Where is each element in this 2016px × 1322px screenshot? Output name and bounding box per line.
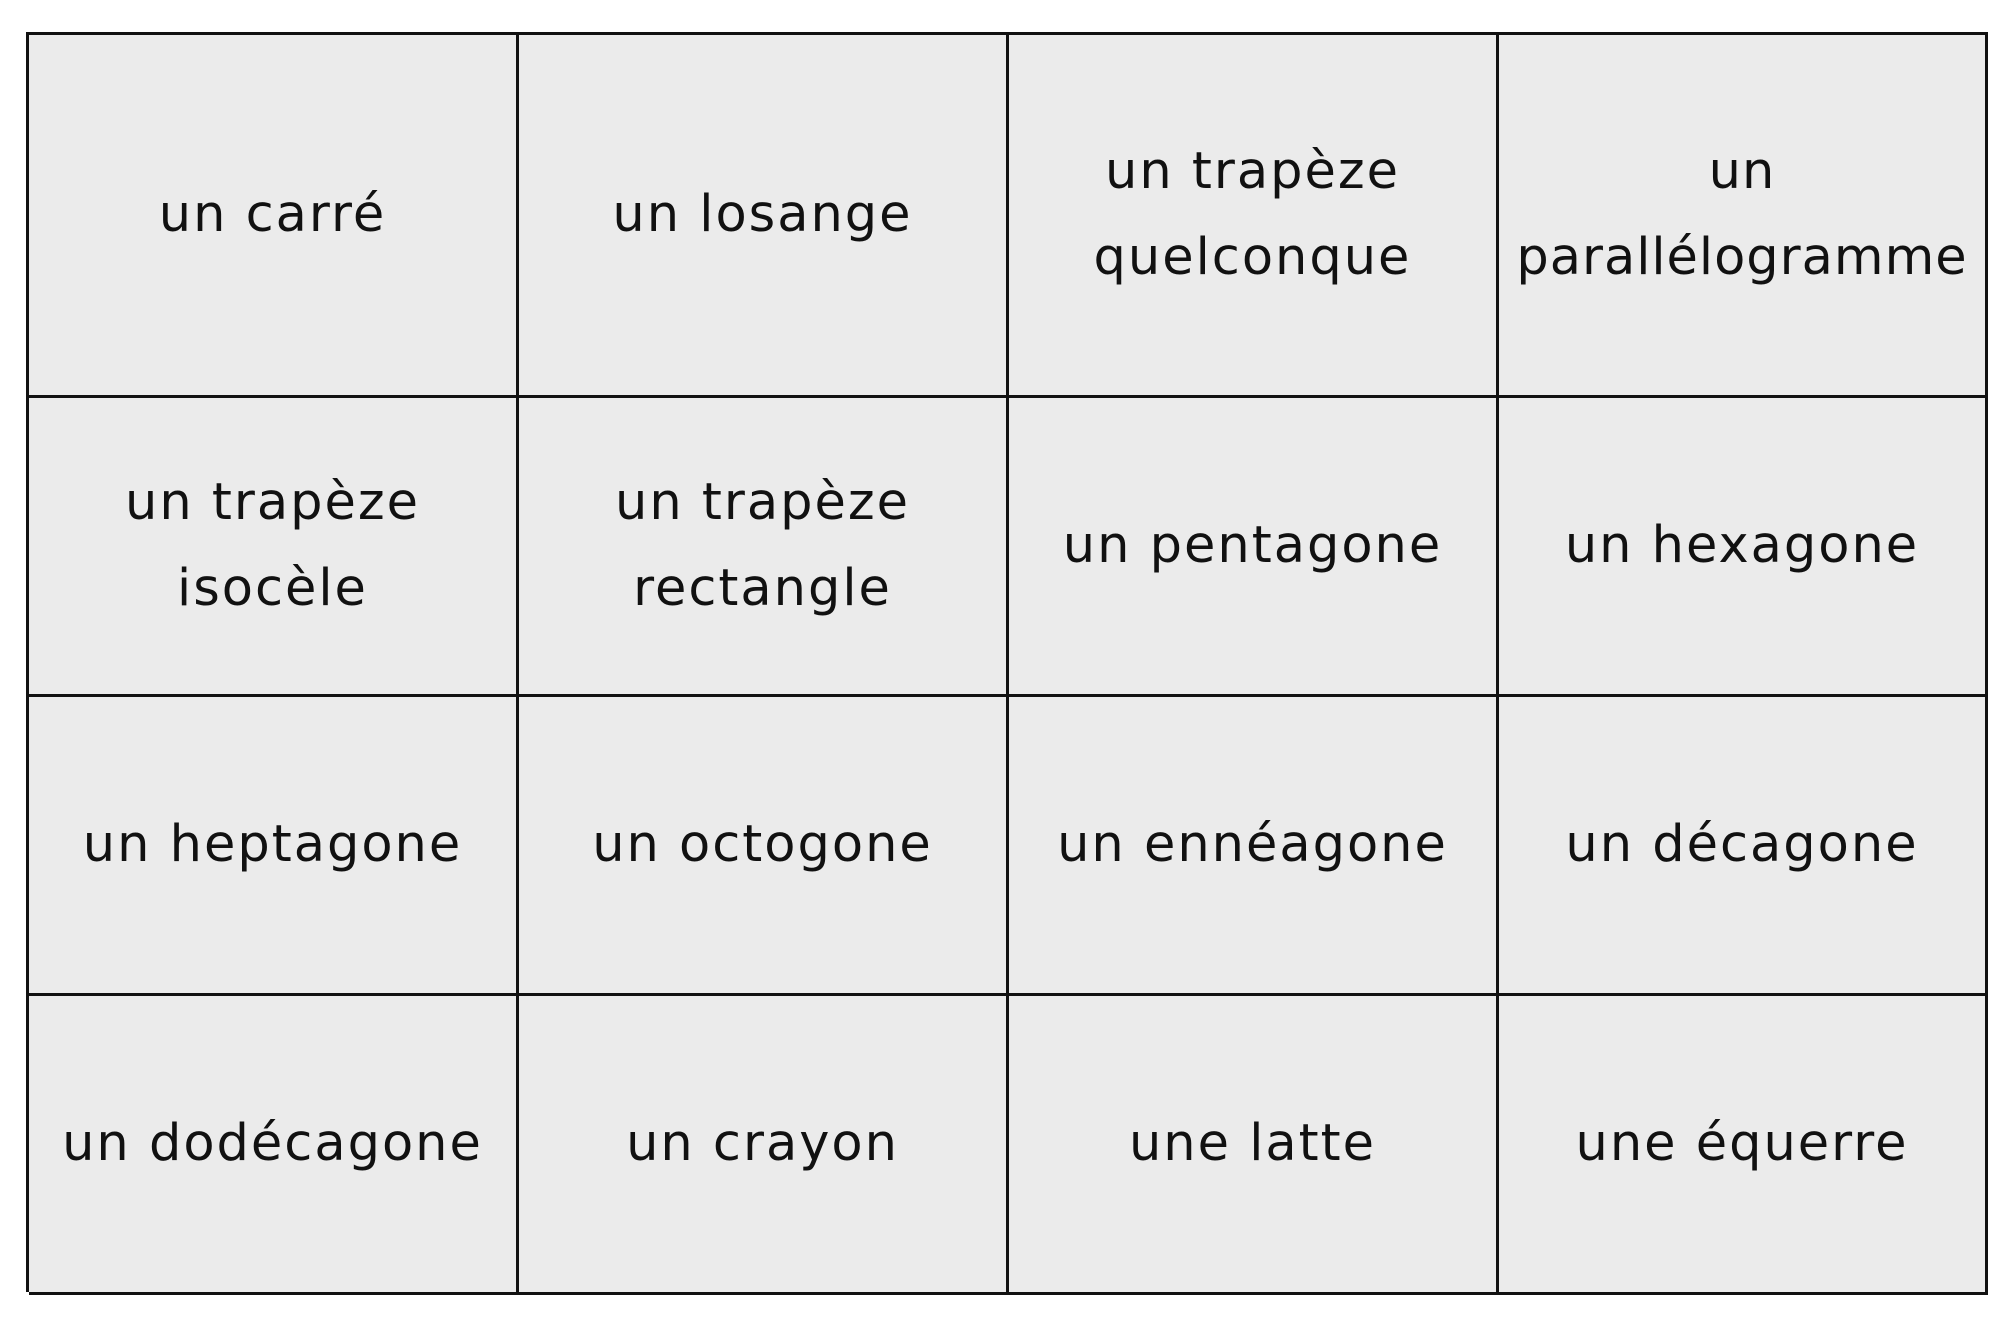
- card-label: [1516, 129, 1967, 301]
- card-label-line: un décagone: [1565, 815, 1919, 874]
- card-label-line: un trapèze: [125, 473, 420, 532]
- word-card: [1009, 697, 1499, 996]
- card-label-line: parallélogramme: [1516, 228, 1968, 287]
- card-label-line: rectangle: [633, 559, 892, 618]
- word-card: [1009, 35, 1499, 398]
- word-card: [519, 398, 1009, 697]
- card-label-line: un octogone: [592, 815, 933, 874]
- card-label: [83, 802, 462, 888]
- word-card: [29, 398, 519, 697]
- card-label-line: isocèle: [177, 559, 368, 618]
- card-label: [626, 1101, 899, 1187]
- card-label: [1576, 1101, 1909, 1187]
- card-label-line: une équerre: [1575, 1114, 1909, 1173]
- word-card: [519, 35, 1009, 398]
- card-label: [1565, 802, 1918, 888]
- card-label: [1565, 503, 1919, 589]
- card-label: [159, 172, 386, 258]
- word-card: [519, 996, 1009, 1295]
- card-label-line: un losange: [612, 185, 913, 244]
- card-label-line: un carré: [158, 185, 387, 244]
- card-label-line: une latte: [1128, 1114, 1377, 1173]
- card-label: [615, 460, 910, 632]
- card-label: [1094, 129, 1412, 301]
- card-label-line: un: [1708, 142, 1776, 201]
- card-label-line: un dodécagone: [62, 1114, 483, 1173]
- word-card: [1499, 996, 1988, 1295]
- word-card: [29, 35, 519, 398]
- card-label: [1057, 802, 1448, 888]
- card-label: [62, 1101, 483, 1187]
- card-label-line: un heptagone: [82, 815, 463, 874]
- card-label-line: un crayon: [626, 1114, 899, 1173]
- card-label: [1129, 1101, 1376, 1187]
- card-label-line: un hexagone: [1564, 516, 1920, 575]
- card-label: [125, 460, 420, 632]
- card-label-line: un trapèze: [615, 473, 910, 532]
- card-label-line: un ennéagone: [1057, 815, 1448, 874]
- word-card: [1009, 996, 1499, 1295]
- card-label: [612, 172, 912, 258]
- card-label: [1063, 503, 1442, 589]
- word-card: [29, 996, 519, 1295]
- vocabulary-card-grid: [26, 32, 1988, 1292]
- word-card: [1499, 35, 1988, 398]
- card-label-line: quelconque: [1093, 228, 1412, 287]
- word-card: [1499, 697, 1988, 996]
- word-card: [1499, 398, 1988, 697]
- card-label-line: un trapèze: [1105, 142, 1400, 201]
- card-label: [592, 802, 933, 888]
- card-label-line: un pentagone: [1062, 516, 1443, 575]
- word-card: [1009, 398, 1499, 697]
- word-card: [519, 697, 1009, 996]
- word-card: [29, 697, 519, 996]
